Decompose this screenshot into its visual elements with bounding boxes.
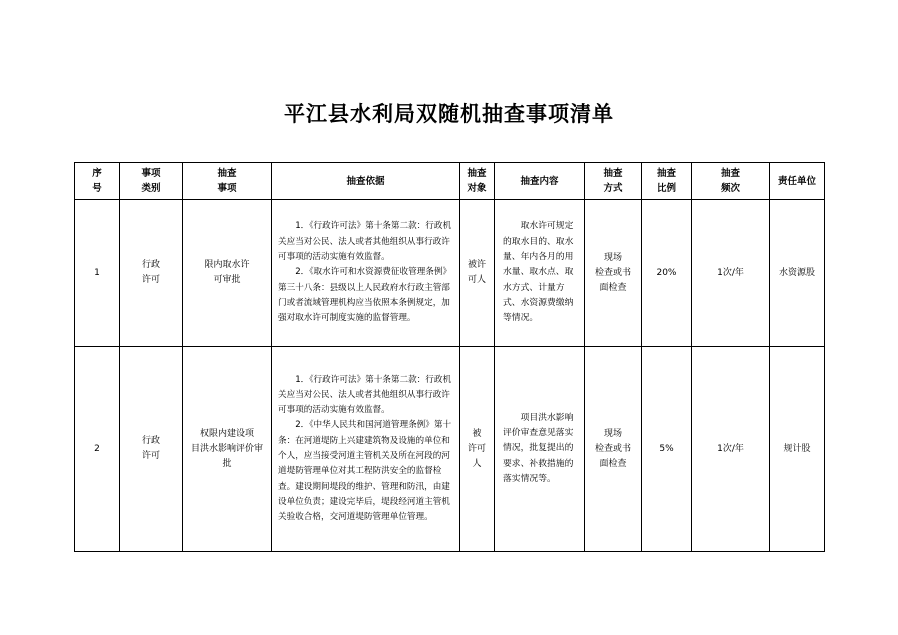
header-item: 抽查 事项 [183,163,272,200]
cell-ratio: 20% [642,200,692,347]
cell-item: 限内取水许 可审批 [183,200,272,347]
table-row [75,347,825,552]
cell-content: 取水许可规定的取水目的、取水量、年内各月的用水量、取水点、取水方式、计量方式、水资源费缴纳等情况。 [495,200,585,347]
header-basis: 抽查依据 [272,163,460,200]
header-seq: 序 号 [75,163,120,200]
cell-item: 权限内建设项 目洪水影响评价审 批 [183,347,272,552]
cell-seq: 1 [75,200,120,347]
cell-content: 项目洪水影响评价审查意见落实情况，批复提出的要求、补救措施的落实情况等。 [495,347,585,552]
header-row [75,163,825,200]
cell-seq: 2 [75,347,120,552]
cell-frequency: 1次/年 [692,200,770,347]
basis-paragraph: 1．《行政许可法》第十条第二款：行政机关应当对公民、法人或者其他组织从事行政许可事项的活动实施有效监督。 [278,374,452,416]
header-target: 抽查 对象 [460,163,495,200]
basis-paragraph: 2．《中华人民共和国河道管理条例》第十条：在河道堤防上兴建建筑物及设施的单位和个人，应当接受河道主管机关及所在河段的河道堤防管理单位对其工程防洪安全的监督检查。建设期间堤段的维护、管理和防汛，由建设单位负责；建设完毕后，堤段经河道主管机关验收合格，交河道堤防管理单位管理。 [278,420,452,523]
cell-target: 被许 可人 [460,200,495,347]
cell-unit: 规计股 [770,347,825,552]
header-ratio: 抽查 比例 [642,163,692,200]
header-frequency: 抽查 频次 [692,163,770,200]
cell-category: 行政 许可 [120,200,183,347]
cell-target: 被 许可 人 [460,347,495,552]
inspection-table [74,162,825,552]
header-method: 抽查 方式 [585,163,642,200]
header-content: 抽查内容 [495,163,585,200]
cell-basis [272,200,460,347]
basis-paragraph: 2．《取水许可和水资源费征收管理条例》第三十八条：县级以上人民政府水行政主管部门或者流域管理机构应当依照本条例规定，加强对取水许可制度实施的监督管理。 [278,267,452,324]
basis-paragraph: 1．《行政许可法》第十条第二款：行政机关应当对公民、法人或者其他组织从事行政许可事项的活动实施有效监督。 [278,221,452,263]
header-category: 事项 类别 [120,163,183,200]
document-title: 平江县水利局双随机抽查事项清单 [284,102,614,126]
header-unit: 责任单位 [770,163,825,200]
cell-ratio: 5% [642,347,692,552]
cell-unit: 水资源股 [770,200,825,347]
cell-category: 行政 许可 [120,347,183,552]
cell-method: 现场 检查或书 面检查 [585,347,642,552]
cell-basis [272,347,460,552]
cell-method: 现场 检查或书 面检查 [585,200,642,347]
cell-frequency: 1次/年 [692,347,770,552]
table-row [75,200,825,347]
